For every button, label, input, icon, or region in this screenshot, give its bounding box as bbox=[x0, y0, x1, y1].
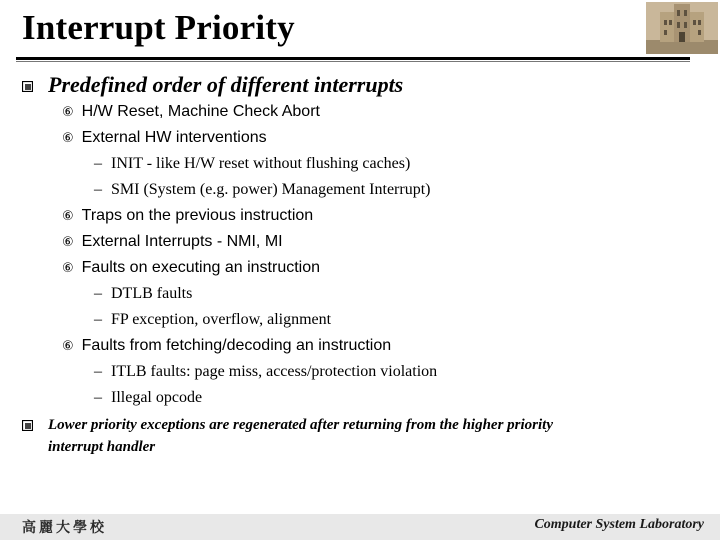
bullet-text: Predefined order of different interrupts bbox=[48, 72, 404, 97]
bullet-level2 bbox=[62, 129, 267, 147]
dash-bullet-icon: – bbox=[94, 363, 102, 380]
bullet-level3 bbox=[94, 181, 430, 199]
bullet-text: External HW interventions bbox=[81, 129, 267, 146]
dash-bullet-icon: – bbox=[94, 155, 102, 172]
slide-title: Interrupt Priority bbox=[22, 8, 295, 47]
bullet-text: Traps on the previous instruction bbox=[81, 207, 314, 224]
bullet-level1 bbox=[48, 72, 403, 98]
bullet-text: DTLB faults bbox=[111, 285, 193, 302]
bullet-level2 bbox=[62, 233, 283, 251]
footer-lab-name: Computer System Laboratory bbox=[534, 517, 704, 532]
dash-bullet-icon: – bbox=[94, 285, 102, 302]
bullet-text: Lower priority exceptions are regenerated after returning from the higher priority bbox=[48, 417, 553, 433]
bullet-continuation: interrupt handler bbox=[48, 439, 156, 455]
bullet-text: External Interrupts - NMI, MI bbox=[81, 233, 283, 250]
square-bullet-icon bbox=[22, 420, 33, 431]
bullet-level3 bbox=[94, 363, 437, 381]
circled-bullet-icon: ⑥ bbox=[62, 209, 74, 224]
bullet-level2 bbox=[62, 207, 313, 225]
bullet-text: Faults from fetching/decoding an instruction bbox=[81, 337, 392, 354]
dash-bullet-icon: – bbox=[94, 389, 102, 406]
bullet-text: Faults on executing an instruction bbox=[81, 259, 321, 276]
bullet-level3 bbox=[94, 389, 202, 407]
circled-bullet-icon: ⑥ bbox=[62, 131, 74, 146]
bullet-text: SMI (System (e.g. power) Management Interrupt) bbox=[111, 181, 431, 198]
circled-bullet-icon: ⑥ bbox=[62, 105, 74, 120]
circled-bullet-icon: ⑥ bbox=[62, 261, 74, 276]
dash-bullet-icon: – bbox=[94, 181, 102, 198]
dash-bullet-icon: – bbox=[94, 311, 102, 328]
bullet-level2 bbox=[62, 337, 391, 355]
circled-bullet-icon: ⑥ bbox=[62, 339, 74, 354]
bullet-text: Illegal opcode bbox=[111, 389, 203, 406]
bullet-level2 bbox=[62, 259, 320, 277]
bullet-level3 bbox=[94, 285, 192, 303]
bullet-text: ITLB faults: page miss, access/protection violation bbox=[111, 363, 438, 380]
footer-university-name: 高麗大學校 bbox=[22, 521, 107, 536]
bullet-level3 bbox=[94, 155, 410, 173]
bullet-level1 bbox=[48, 414, 553, 436]
circled-bullet-icon: ⑥ bbox=[62, 235, 74, 250]
footer-bar bbox=[0, 514, 720, 540]
bullet-level3 bbox=[94, 311, 331, 329]
square-bullet-icon bbox=[22, 81, 33, 92]
bullet-text: INIT - like H/W reset without flushing caches) bbox=[111, 155, 411, 172]
bullet-level2 bbox=[62, 103, 320, 121]
bullet-text: FP exception, overflow, alignment bbox=[111, 311, 332, 328]
bullet-text: H/W Reset, Machine Check Abort bbox=[81, 103, 320, 120]
